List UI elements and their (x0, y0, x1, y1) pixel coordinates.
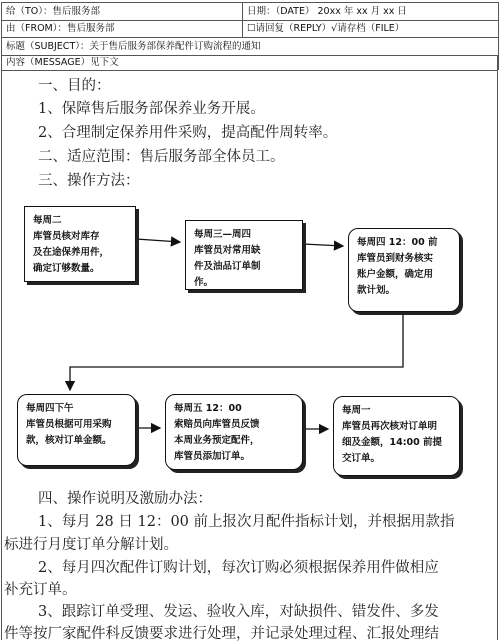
flow-step-thursday-noon-text: 每周四 12：00 前 库管员到财务核实 账户金额，确定用 款计划。 (357, 237, 438, 296)
section-4-para-3-line-2: 件等按厂家配件科反馈要求进行处理，并记录处理过程、汇报处理结 (4, 626, 439, 642)
memo-message: 内容（MESSAGE）见下文 (6, 57, 119, 68)
section-4-para-1-line-2: 标进行月度订单分解计划。 (4, 537, 178, 553)
flow-step-monday (333, 396, 460, 476)
section-1-item-2: 2、合理制定保养用件采购，提高配件周转率。 (38, 125, 338, 141)
section-1-title: 一、目的： (38, 78, 111, 94)
flow-step-thursday-afternoon (17, 394, 136, 466)
section-4-para-2-line-1: 2、每月四次配件订购计划，每次订购必须根据保养用件做相应 (38, 560, 439, 576)
section-4-para-1-line-1: 1、每月 28 日 12：00 前上报次月配件指标计划，并根据用款指 (38, 514, 455, 530)
memo-options: ☐请回复（REPLY）√请存档（FILE） (242, 20, 497, 37)
flow-step-thursday-noon (348, 228, 460, 312)
memo-to: 给（TO）：售后服务部 (6, 6, 101, 17)
memo-subject: 标题（SUBJECT）：关于售后服务部保养配件订购流程的通知 (6, 41, 261, 52)
section-3-title: 三、操作方法： (38, 173, 140, 189)
flow-step-monday-text: 每周一 库管员再次核对订单明 细及金额，14:00 前提 交订单。 (342, 405, 443, 464)
section-1-item-1: 1、保障售后服务部保养业务开展。 (38, 101, 265, 117)
memo-from: 由（FROM）：售后服务部 (6, 23, 115, 34)
flow-step-tuesday (24, 206, 136, 282)
flow-step-wednesday-thursday-text: 每周三—周四 库管员对常用缺 件及油品订单制 作。 (194, 229, 261, 288)
arrow-step1-to-step2 (136, 239, 180, 242)
flow-step-thursday-afternoon-text: 每周四下午 库管员根据可用采购 款，核对订单金额。 (26, 403, 112, 446)
section-4-para-3-line-1: 3、跟踪订单受理、发运、验收入库，对缺损件、错发件、多发 (38, 604, 439, 620)
flow-step-friday (165, 394, 303, 470)
flow-step-tuesday-text: 每周二 库管员核对库存 及在途保养用件， 确定订够数量。 (33, 215, 110, 274)
section-2-scope: 二、适应范围：售后服务部全体员工。 (38, 149, 285, 165)
arrow-step2-to-step3 (303, 244, 343, 246)
section-4-para-2-line-2: 补充订单。 (4, 582, 77, 598)
arrow-step3-to-step6 (70, 312, 403, 390)
memo-date: 日期：（DATE） 20xx 年 xx 月 xx 日 (242, 3, 497, 20)
section-4-title: 四、操作说明及激励办法： (38, 491, 212, 507)
flow-step-wednesday-thursday (185, 220, 303, 290)
flow-step-friday-text: 每周五 12：00 索赔员向库管员反馈 本周业务预定配件， 库管员添加订单。 (174, 403, 260, 462)
